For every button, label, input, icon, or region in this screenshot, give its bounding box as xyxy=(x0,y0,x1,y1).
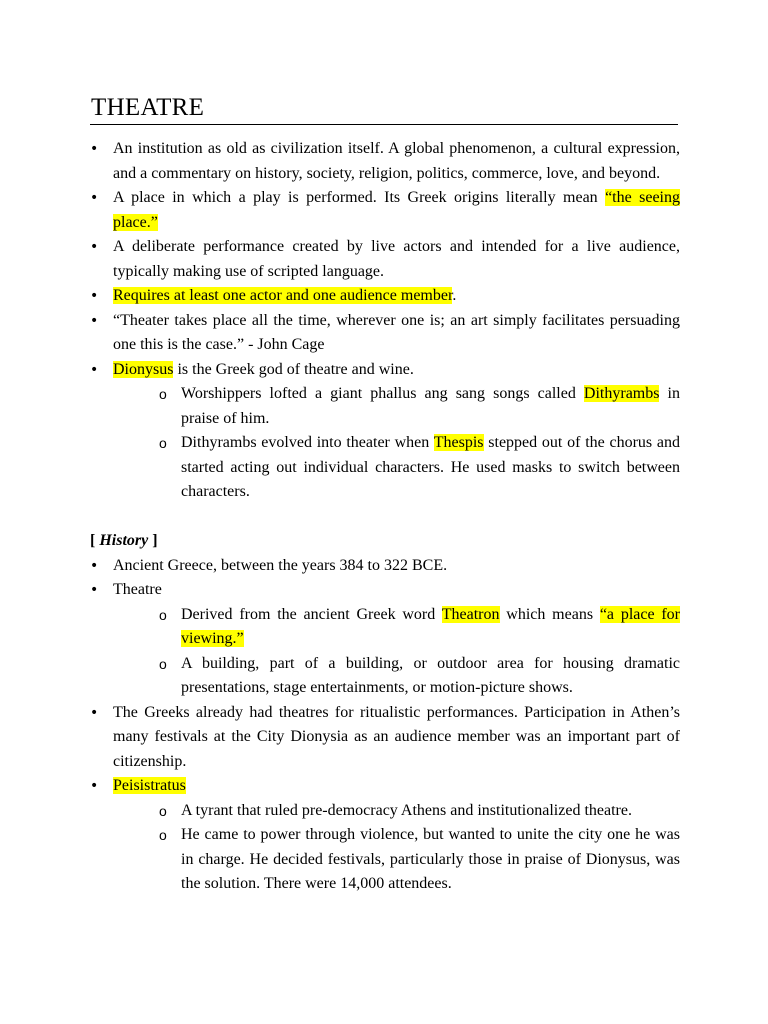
intro-list xyxy=(90,137,680,505)
list-item: • A place in which a play is performed. Its Greek origins literally mean “the seeing place.” xyxy=(90,186,680,235)
sub-list-item: o Worshippers lofted a giant phallus ang sang songs called Dithyrambs in praise of him. xyxy=(113,382,680,431)
document-body xyxy=(90,137,680,897)
highlight: “a place for viewing.” xyxy=(181,605,680,647)
sub-list xyxy=(113,382,680,505)
highlight: Dionysus xyxy=(113,360,174,378)
history-list xyxy=(90,554,680,897)
sub-list-item: o Derived from the ancient Greek word Theatron which means “a place for viewing.” xyxy=(113,603,680,652)
section-heading-history: [ History ] xyxy=(90,532,158,549)
list-item: • Ancient Greece, between the years 384 to 322 BCE. xyxy=(90,554,680,579)
list-item: • A deliberate performance created by live actors and intended for a live audience, typically making use of scripted language. xyxy=(90,235,680,284)
sub-list-item: o He came to power through violence, but wanted to unite the city one he was in charge. He decided festivals, particularly those in praise of Dionysus, was the solution. There were 14,000 attendees. xyxy=(113,823,680,897)
highlight: Thespis xyxy=(433,434,484,451)
highlight: Theatron xyxy=(441,605,500,623)
list-item: • Dionysus is the Greek god of theatre and wine. o Worshippers lofted a giant phallus ang sang songs called Dithyrambs in praise of him. o Dithyrambs evolved into theater when Thespis stepped out of the chorus and started acting out individual characters. He used masks to switch between characters. xyxy=(90,358,680,505)
list-item: • The Greeks already had theatres for ritualistic performances. Participation in Athen’s many festivals at the City Dionysia as an audience member was an important part of citizenship. xyxy=(90,701,680,775)
sub-list xyxy=(113,799,680,897)
list-item: • Theatre o Derived from the ancient Greek word Theatron which means “a place for viewing.” o A building, part of a building, or outdoor area for housing dramatic presentations, stage entertainments, or motion-picture shows. xyxy=(90,578,680,701)
highlight: Requires at least one actor and one audience member xyxy=(113,287,453,304)
title-underline xyxy=(90,124,678,125)
sub-list-item: o Dithyrambs evolved into theater when Thespis stepped out of the chorus and started acting out individual characters. He used masks to switch between characters. xyxy=(113,431,680,505)
list-item: • Requires at least one actor and one audience member. xyxy=(90,284,680,309)
sub-list-item: o A building, part of a building, or outdoor area for housing dramatic presentations, stage entertainments, or motion-picture shows. xyxy=(113,652,680,701)
highlight: Dithyrambs xyxy=(583,385,660,402)
list-item: • “Theater takes place all the time, wherever one is; an art simply facilitates persuading one this is the case.” - John Cage xyxy=(90,309,680,358)
sub-list xyxy=(113,603,680,701)
list-item: • An institution as old as civilization itself. A global phenomenon, a cultural expression, and a commentary on history, society, religion, politics, commerce, love, and beyond. xyxy=(90,137,680,186)
highlight: Peisistratus xyxy=(113,777,186,794)
sub-list-item: o A tyrant that ruled pre-democracy Athens and institutionalized theatre. xyxy=(113,799,680,824)
highlight: “the seeing place.” xyxy=(113,189,681,231)
list-item xyxy=(90,774,680,897)
page-title: THEATRE xyxy=(91,94,205,121)
